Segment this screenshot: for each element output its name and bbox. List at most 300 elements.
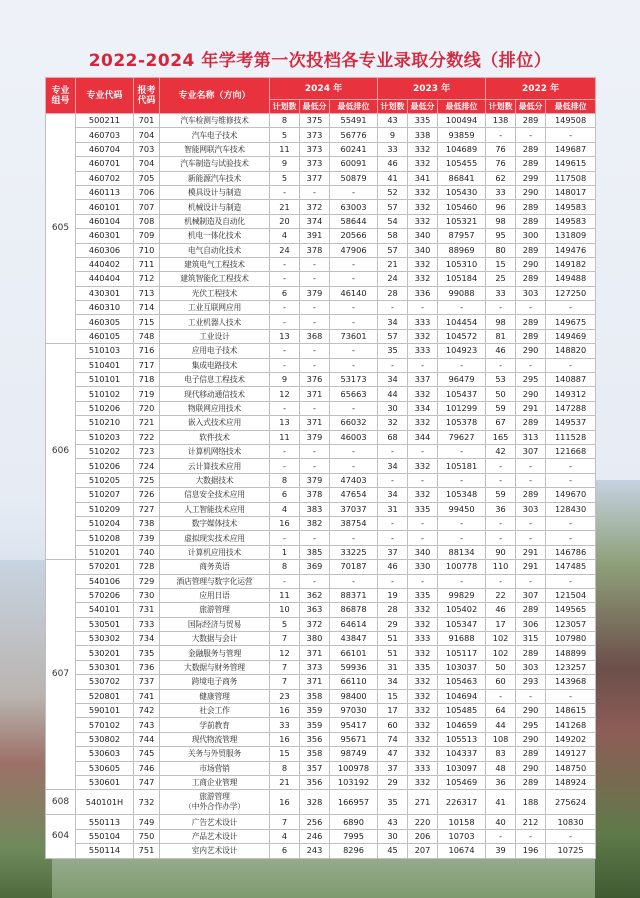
min-rank-2024-cell: 55491 [330, 114, 378, 128]
major-name-cell: 物联网应用技术 [160, 401, 270, 415]
min-rank-2022-cell: 149670 [546, 488, 596, 502]
min-rank-2023-cell: 103097 [438, 761, 486, 775]
min-score-2022-cell: - [516, 473, 546, 487]
major-name-cell: 市场营销 [160, 761, 270, 775]
min-score-2023-cell: 332 [408, 416, 438, 430]
min-score-2022-cell: 289 [516, 142, 546, 156]
min-rank-2022-cell: 149675 [546, 315, 596, 329]
major-name-cell: 计算机应用技术 [160, 545, 270, 559]
min-rank-2022-cell: 111528 [546, 430, 596, 444]
min-rank-2024-cell: 97030 [330, 704, 378, 718]
major-name-cell: 电气自动化技术 [160, 243, 270, 257]
code-cell: 530302 [76, 632, 134, 646]
min-rank-2024-cell: 20566 [330, 229, 378, 243]
header-min-score-2024: 最低分 [300, 100, 330, 114]
report-code-cell: 749 [134, 815, 160, 829]
min-score-2024-cell: 368 [300, 329, 330, 343]
min-score-2024-cell: - [300, 185, 330, 199]
min-score-2023-cell: 338 [408, 128, 438, 142]
min-rank-2022-cell: - [546, 829, 596, 843]
min-score-2022-cell: 291 [516, 545, 546, 559]
report-code-cell: 732 [134, 790, 160, 815]
report-code-cell: 720 [134, 401, 160, 415]
plan-2022-cell: 60 [486, 675, 516, 689]
code-cell: 510208 [76, 531, 134, 545]
code-cell: 460703 [76, 128, 134, 142]
min-rank-2022-cell: 147288 [546, 401, 596, 415]
min-score-2023-cell: 332 [408, 732, 438, 746]
min-score-2023-cell: 332 [408, 200, 438, 214]
plan-2024-cell: - [270, 272, 300, 286]
plan-2024-cell: 15 [270, 747, 300, 761]
min-score-2024-cell: - [300, 459, 330, 473]
min-rank-2024-cell: 7995 [330, 829, 378, 843]
code-cell: 510401 [76, 358, 134, 372]
table-row [46, 732, 596, 746]
plan-2023-cell: 34 [378, 315, 408, 329]
major-name-cell: 汽车检测与维修技术 [160, 114, 270, 128]
min-rank-2023-cell: 105321 [438, 214, 486, 228]
plan-2022-cell: 98 [486, 315, 516, 329]
min-rank-2023-cell: 10674 [438, 844, 486, 858]
report-code-cell: 707 [134, 200, 160, 214]
code-cell: 540106 [76, 574, 134, 588]
major-name-cell: 旅游管理 [160, 603, 270, 617]
min-rank-2024-cell: 66110 [330, 675, 378, 689]
min-rank-2022-cell: 275624 [546, 790, 596, 815]
min-score-2023-cell: 340 [408, 545, 438, 559]
min-score-2024-cell: - [300, 344, 330, 358]
min-rank-2023-cell: 101299 [438, 401, 486, 415]
plan-2024-cell: 7 [270, 675, 300, 689]
min-score-2024-cell: 371 [300, 675, 330, 689]
min-score-2022-cell: 290 [516, 704, 546, 718]
table-row [46, 790, 596, 815]
plan-2024-cell: 20 [270, 214, 300, 228]
min-score-2022-cell: 290 [516, 257, 546, 271]
min-rank-2022-cell: 149202 [546, 732, 596, 746]
plan-2023-cell: 57 [378, 200, 408, 214]
min-score-2023-cell: 335 [408, 502, 438, 516]
plan-2024-cell: 8 [270, 114, 300, 128]
min-score-2022-cell: 290 [516, 185, 546, 199]
plan-2022-cell: 36 [486, 502, 516, 516]
min-score-2023-cell: 332 [408, 775, 438, 789]
min-score-2024-cell: 382 [300, 516, 330, 530]
min-rank-2024-cell: - [330, 185, 378, 199]
plan-2024-cell: - [270, 459, 300, 473]
major-name-cell: 云计算技术应用 [160, 459, 270, 473]
min-score-2024-cell: 383 [300, 502, 330, 516]
min-rank-2024-cell: 47906 [330, 243, 378, 257]
plan-2023-cell: 34 [378, 675, 408, 689]
plan-2023-cell: 24 [378, 272, 408, 286]
plan-2023-cell: 30 [378, 401, 408, 415]
plan-2022-cell: 59 [486, 488, 516, 502]
plan-2023-cell: 47 [378, 747, 408, 761]
min-rank-2022-cell: - [546, 574, 596, 588]
min-score-2024-cell: 371 [300, 646, 330, 660]
min-score-2023-cell: 207 [408, 844, 438, 858]
min-score-2022-cell: - [516, 689, 546, 703]
plan-2024-cell: 8 [270, 473, 300, 487]
min-rank-2022-cell: 149476 [546, 243, 596, 257]
min-score-2023-cell: 335 [408, 660, 438, 674]
min-score-2023-cell: 332 [408, 387, 438, 401]
min-rank-2024-cell: 46140 [330, 286, 378, 300]
min-rank-2023-cell: 105469 [438, 775, 486, 789]
report-code-cell: 712 [134, 272, 160, 286]
min-score-2022-cell: - [516, 128, 546, 142]
plan-2022-cell: 46 [486, 344, 516, 358]
min-score-2024-cell: 356 [300, 775, 330, 789]
min-rank-2022-cell: - [546, 128, 596, 142]
report-code-cell: 728 [134, 560, 160, 574]
header-min-rank-2024: 最低排位 [330, 100, 378, 114]
min-rank-2022-cell: 148820 [546, 344, 596, 358]
major-name-cell: 人工智能技术应用 [160, 502, 270, 516]
min-rank-2023-cell: - [438, 358, 486, 372]
plan-2023-cell: 35 [378, 344, 408, 358]
plan-2022-cell: 22 [486, 588, 516, 602]
plan-2023-cell: 60 [378, 718, 408, 732]
table-row [46, 574, 596, 588]
min-score-2023-cell: - [408, 516, 438, 530]
major-name-cell: 酒店管理与数字化运营 [160, 574, 270, 588]
report-code-cell: 719 [134, 387, 160, 401]
min-rank-2024-cell: - [330, 315, 378, 329]
table-row [46, 272, 596, 286]
min-rank-2024-cell: - [330, 358, 378, 372]
plan-2023-cell: 45 [378, 844, 408, 858]
header-plan-2023: 计划数 [378, 100, 408, 114]
min-score-2024-cell: 380 [300, 632, 330, 646]
code-cell: 590101 [76, 704, 134, 718]
plan-2024-cell: 1 [270, 545, 300, 559]
report-code-cell: 713 [134, 286, 160, 300]
table-row [46, 315, 596, 329]
min-rank-2022-cell: 117508 [546, 171, 596, 185]
min-rank-2024-cell: 166957 [330, 790, 378, 815]
min-rank-2023-cell: 96479 [438, 373, 486, 387]
code-cell: 460113 [76, 185, 134, 199]
plan-2022-cell: - [486, 689, 516, 703]
min-score-2024-cell: - [300, 257, 330, 271]
plan-2022-cell: 81 [486, 329, 516, 343]
plan-2024-cell: - [270, 301, 300, 315]
min-score-2022-cell: 289 [516, 416, 546, 430]
min-rank-2023-cell: - [438, 516, 486, 530]
min-rank-2023-cell: 104923 [438, 344, 486, 358]
min-rank-2022-cell: - [546, 516, 596, 530]
min-score-2022-cell: - [516, 829, 546, 843]
min-score-2024-cell: 373 [300, 660, 330, 674]
min-rank-2024-cell: 95671 [330, 732, 378, 746]
header-min-rank-2022: 最低排位 [546, 100, 596, 114]
report-code-cell: 704 [134, 157, 160, 171]
table-row [46, 718, 596, 732]
plan-2024-cell: 6 [270, 844, 300, 858]
plan-2024-cell: 11 [270, 588, 300, 602]
min-score-2023-cell: 330 [408, 560, 438, 574]
major-name-cell: 建筑智能化工程技术 [160, 272, 270, 286]
min-rank-2024-cell: 65663 [330, 387, 378, 401]
min-score-2023-cell: 220 [408, 815, 438, 829]
min-rank-2024-cell: 6890 [330, 815, 378, 829]
header-plan-2024: 计划数 [270, 100, 300, 114]
plan-2024-cell: 13 [270, 329, 300, 343]
plan-2023-cell: 31 [378, 660, 408, 674]
min-rank-2024-cell: 95417 [330, 718, 378, 732]
plan-2022-cell: 46 [486, 603, 516, 617]
min-rank-2024-cell: 56776 [330, 128, 378, 142]
report-code-cell: 736 [134, 660, 160, 674]
report-code-cell: 729 [134, 574, 160, 588]
table-row [46, 603, 596, 617]
header-code: 专业代码 [76, 78, 134, 114]
admission-score-table [45, 77, 596, 859]
min-score-2023-cell: 335 [408, 114, 438, 128]
min-score-2023-cell: - [408, 444, 438, 458]
min-rank-2024-cell: 46003 [330, 430, 378, 444]
major-name-cell: 软件技术 [160, 430, 270, 444]
plan-2024-cell: 7 [270, 660, 300, 674]
plan-2022-cell: 48 [486, 761, 516, 775]
min-score-2024-cell: 378 [300, 243, 330, 257]
plan-2022-cell: - [486, 574, 516, 588]
report-code-cell: 744 [134, 732, 160, 746]
major-name-cell: 应用日语 [160, 588, 270, 602]
min-score-2024-cell: 369 [300, 560, 330, 574]
min-rank-2023-cell: 104454 [438, 315, 486, 329]
min-score-2024-cell: 373 [300, 157, 330, 171]
plan-2022-cell: 36 [486, 775, 516, 789]
min-score-2023-cell: 335 [408, 588, 438, 602]
min-rank-2022-cell: - [546, 473, 596, 487]
min-score-2024-cell: 372 [300, 200, 330, 214]
min-rank-2022-cell: 141268 [546, 718, 596, 732]
min-score-2024-cell: - [300, 444, 330, 458]
plan-2023-cell: 37 [378, 761, 408, 775]
code-cell: 530605 [76, 761, 134, 775]
min-rank-2022-cell: 143968 [546, 675, 596, 689]
min-score-2022-cell: 289 [516, 243, 546, 257]
min-rank-2024-cell: 38754 [330, 516, 378, 530]
plan-2023-cell: 52 [378, 185, 408, 199]
min-score-2022-cell: 290 [516, 344, 546, 358]
min-rank-2023-cell: 104572 [438, 329, 486, 343]
plan-2023-cell: 54 [378, 214, 408, 228]
table-row [46, 459, 596, 473]
min-rank-2023-cell: 93859 [438, 128, 486, 142]
min-rank-2023-cell: 105485 [438, 704, 486, 718]
major-name-cell: 集成电路技术 [160, 358, 270, 372]
table-row [46, 444, 596, 458]
plan-2024-cell: 8 [270, 761, 300, 775]
min-score-2023-cell: 332 [408, 747, 438, 761]
major-name-cell: 工商企业管理 [160, 775, 270, 789]
min-score-2024-cell: 379 [300, 473, 330, 487]
min-score-2022-cell: 188 [516, 790, 546, 815]
plan-2023-cell: 30 [378, 829, 408, 843]
major-name-cell: 智能网联汽车技术 [160, 142, 270, 156]
min-score-2022-cell: 299 [516, 171, 546, 185]
min-rank-2022-cell: 148017 [546, 185, 596, 199]
table-row [46, 142, 596, 156]
min-score-2022-cell: - [516, 574, 546, 588]
min-rank-2022-cell: 148750 [546, 761, 596, 775]
plan-2022-cell: 59 [486, 401, 516, 415]
min-score-2022-cell: 315 [516, 632, 546, 646]
min-rank-2023-cell: - [438, 444, 486, 458]
min-score-2022-cell: 289 [516, 488, 546, 502]
plan-2024-cell: 21 [270, 775, 300, 789]
plan-2022-cell: 15 [486, 257, 516, 271]
report-code-cell: 743 [134, 718, 160, 732]
table-row [46, 473, 596, 487]
header-min-score-2022: 最低分 [516, 100, 546, 114]
min-score-2024-cell: 373 [300, 128, 330, 142]
min-rank-2024-cell: - [330, 401, 378, 415]
min-score-2022-cell: 289 [516, 775, 546, 789]
report-code-cell: 708 [134, 214, 160, 228]
header-group: 专业 组号 [46, 78, 76, 114]
plan-2024-cell: 33 [270, 718, 300, 732]
min-rank-2023-cell: 105460 [438, 200, 486, 214]
min-rank-2024-cell: 63003 [330, 200, 378, 214]
report-code-cell: 739 [134, 531, 160, 545]
plan-2024-cell: - [270, 401, 300, 415]
table-row [46, 704, 596, 718]
min-rank-2022-cell: 121668 [546, 444, 596, 458]
min-score-2023-cell: 333 [408, 315, 438, 329]
code-cell: 540101H [76, 790, 134, 815]
code-cell: 510203 [76, 430, 134, 444]
code-cell: 460310 [76, 301, 134, 315]
code-cell: 510206 [76, 401, 134, 415]
min-score-2022-cell: 289 [516, 747, 546, 761]
min-score-2022-cell: 303 [516, 502, 546, 516]
min-score-2022-cell: 290 [516, 761, 546, 775]
report-code-cell: 748 [134, 329, 160, 343]
min-rank-2023-cell: 105348 [438, 488, 486, 502]
code-cell: 460702 [76, 171, 134, 185]
min-score-2023-cell: 332 [408, 257, 438, 271]
report-code-cell: 706 [134, 185, 160, 199]
min-score-2024-cell: - [300, 301, 330, 315]
group-id-cell: 605 [46, 114, 76, 344]
table-row [46, 373, 596, 387]
plan-2023-cell: 58 [378, 229, 408, 243]
min-rank-2024-cell: 98400 [330, 689, 378, 703]
major-name-cell: 电子信息工程技术 [160, 373, 270, 387]
min-score-2023-cell: 332 [408, 675, 438, 689]
min-score-2024-cell: 376 [300, 373, 330, 387]
min-rank-2022-cell: 149583 [546, 200, 596, 214]
min-rank-2024-cell: - [330, 272, 378, 286]
plan-2022-cell: - [486, 829, 516, 843]
report-code-cell: 735 [134, 646, 160, 660]
code-cell: 550114 [76, 844, 134, 858]
plan-2024-cell: 9 [270, 157, 300, 171]
min-score-2022-cell: 289 [516, 157, 546, 171]
min-rank-2023-cell: 103037 [438, 660, 486, 674]
report-code-cell: 737 [134, 675, 160, 689]
major-name-cell: 学前教育 [160, 718, 270, 732]
plan-2022-cell: - [486, 459, 516, 473]
major-name-cell: 计算机网络技术 [160, 444, 270, 458]
major-name-cell: 嵌入式技术应用 [160, 416, 270, 430]
major-name-cell: 产品艺术设计 [160, 829, 270, 843]
min-score-2023-cell: 332 [408, 329, 438, 343]
report-code-cell: 714 [134, 301, 160, 315]
table-row [46, 488, 596, 502]
code-cell: 510205 [76, 473, 134, 487]
header-major-name: 专业名称（方向） [160, 78, 270, 114]
table-row [46, 114, 596, 128]
code-cell: 460704 [76, 142, 134, 156]
plan-2022-cell: 76 [486, 157, 516, 171]
table-row [46, 675, 596, 689]
plan-2024-cell: - [270, 574, 300, 588]
min-score-2023-cell: 333 [408, 761, 438, 775]
plan-2022-cell: 110 [486, 560, 516, 574]
plan-2022-cell: 67 [486, 416, 516, 430]
table-row [46, 588, 596, 602]
code-cell: 440402 [76, 257, 134, 271]
code-cell: 510210 [76, 416, 134, 430]
plan-2022-cell: 42 [486, 444, 516, 458]
plan-2024-cell: 21 [270, 200, 300, 214]
min-score-2022-cell: 306 [516, 617, 546, 631]
min-rank-2024-cell: 50879 [330, 171, 378, 185]
min-rank-2022-cell: 149469 [546, 329, 596, 343]
min-score-2024-cell: - [300, 531, 330, 545]
table-row [46, 775, 596, 789]
min-rank-2024-cell: - [330, 344, 378, 358]
min-rank-2022-cell: 149615 [546, 157, 596, 171]
plan-2023-cell: 28 [378, 603, 408, 617]
min-rank-2022-cell: 149508 [546, 114, 596, 128]
min-rank-2023-cell: 105347 [438, 617, 486, 631]
code-cell: 570201 [76, 560, 134, 574]
min-score-2023-cell: - [408, 531, 438, 545]
min-score-2022-cell: 303 [516, 660, 546, 674]
major-name-cell: 金融服务与管理 [160, 646, 270, 660]
code-cell: 510204 [76, 516, 134, 530]
plan-2022-cell: 41 [486, 790, 516, 815]
min-score-2023-cell: 334 [408, 401, 438, 415]
min-score-2023-cell: 344 [408, 430, 438, 444]
min-rank-2024-cell: - [330, 257, 378, 271]
report-code-cell: 727 [134, 502, 160, 516]
min-score-2023-cell: - [408, 574, 438, 588]
min-score-2022-cell: 196 [516, 844, 546, 858]
min-rank-2022-cell: 148924 [546, 775, 596, 789]
min-rank-2023-cell: 105184 [438, 272, 486, 286]
header-plan-2022: 计划数 [486, 100, 516, 114]
min-score-2023-cell: 332 [408, 157, 438, 171]
report-code-cell: 716 [134, 344, 160, 358]
plan-2024-cell: 16 [270, 732, 300, 746]
min-score-2024-cell: 358 [300, 747, 330, 761]
table-row [46, 560, 596, 574]
min-rank-2023-cell: 91688 [438, 632, 486, 646]
major-name-cell: 建筑电气工程技术 [160, 257, 270, 271]
plan-2024-cell: - [270, 257, 300, 271]
plan-2023-cell: - [378, 444, 408, 458]
min-score-2023-cell: 336 [408, 286, 438, 300]
